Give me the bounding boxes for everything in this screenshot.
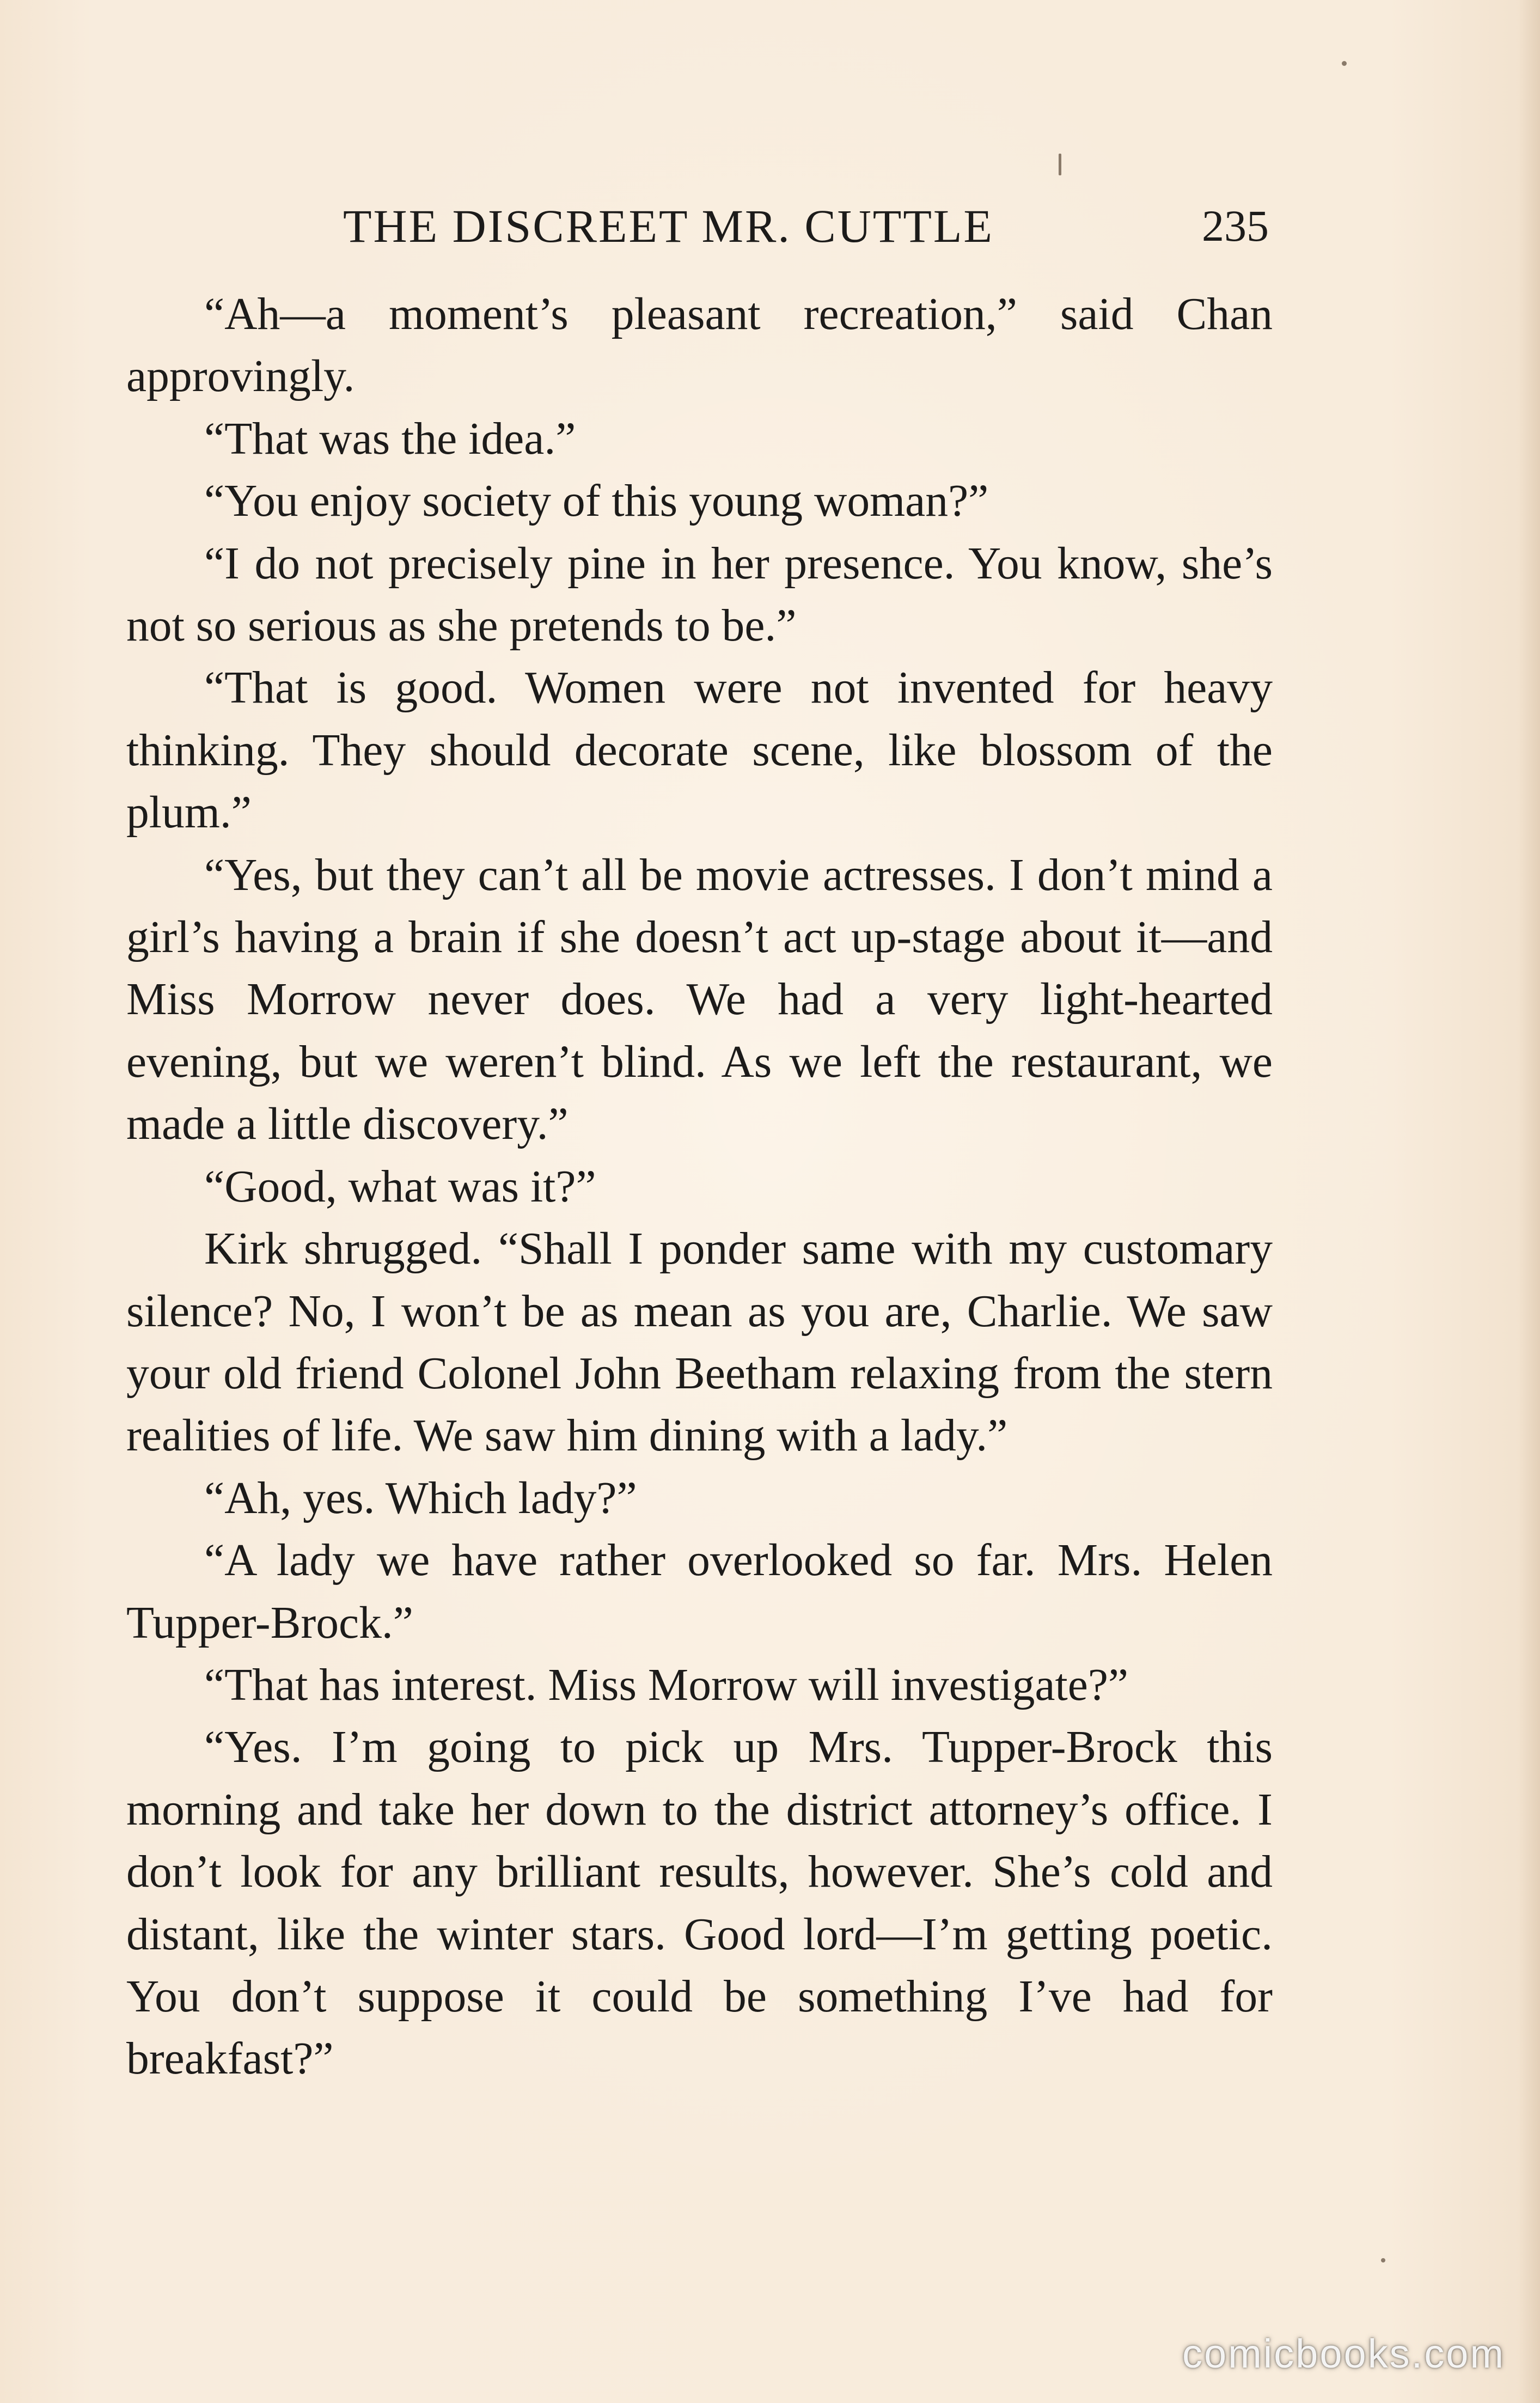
paragraph: “A lady we have rather overlooked so far. Mrs. Helen Tupper-Brock.”	[126, 1535, 1273, 1648]
paragraph: “That is good. Women were not invented for heavy thinking. They should decorate scene, like blossom of the plum.”	[126, 663, 1273, 838]
body-text	[126, 283, 1273, 2090]
paragraph: “Ah—a moment’s pleasant recreation,” said Chan approvingly.	[126, 289, 1273, 402]
paragraph: “Ah, yes. Which lady?”	[204, 1473, 637, 1523]
page-edge-shadow	[1518, 0, 1540, 2403]
paragraph: Kirk shrugged. “Shall I ponder same with my customary silence? No, I won’t be as mean as you are, Charlie. We saw your old friend Colonel John Beetham relaxing from the stern realities of life. We saw him dining with a lady.”	[126, 1224, 1273, 1461]
watermark: comicbooks.com	[1182, 2331, 1505, 2376]
paragraph: “I do not precisely pine in her presence. You know, she’s not so serious as she pretends to be.”	[126, 538, 1273, 651]
paragraph: “Yes, but they can’t all be movie actresses. I don’t mind a girl’s having a brain if she doesn’t act up-stage about it—and Miss Morrow never does. We had a very light-hearted evening, but we weren’t blind. As we left the restaurant, we made a little discovery.”	[126, 850, 1273, 1150]
running-title: THE DISCREET MR. CUTTLE	[343, 200, 994, 252]
paragraph: “You enjoy society of this young woman?”	[204, 476, 989, 527]
page-number: 235	[1202, 201, 1269, 251]
paper-speck	[1059, 154, 1061, 175]
paragraph: “That has interest. Miss Morrow will investigate?”	[204, 1660, 1129, 1710]
paper-speck	[1342, 61, 1347, 66]
paragraph: “That was the idea.”	[204, 413, 576, 464]
paper-speck	[1381, 2258, 1385, 2262]
running-header	[343, 196, 1269, 256]
paragraph: “Yes. I’m going to pick up Mrs. Tupper-Brock this morning and take her down to the district attorney’s office. I don’t look for any brilliant results, however. She’s cold and distant, like the winter stars. Good lord—I’m getting poetic. You don’t suppose it could be something I’ve had for breakfast?”	[126, 1722, 1273, 2084]
paragraph: “Good, what was it?”	[204, 1161, 596, 1212]
